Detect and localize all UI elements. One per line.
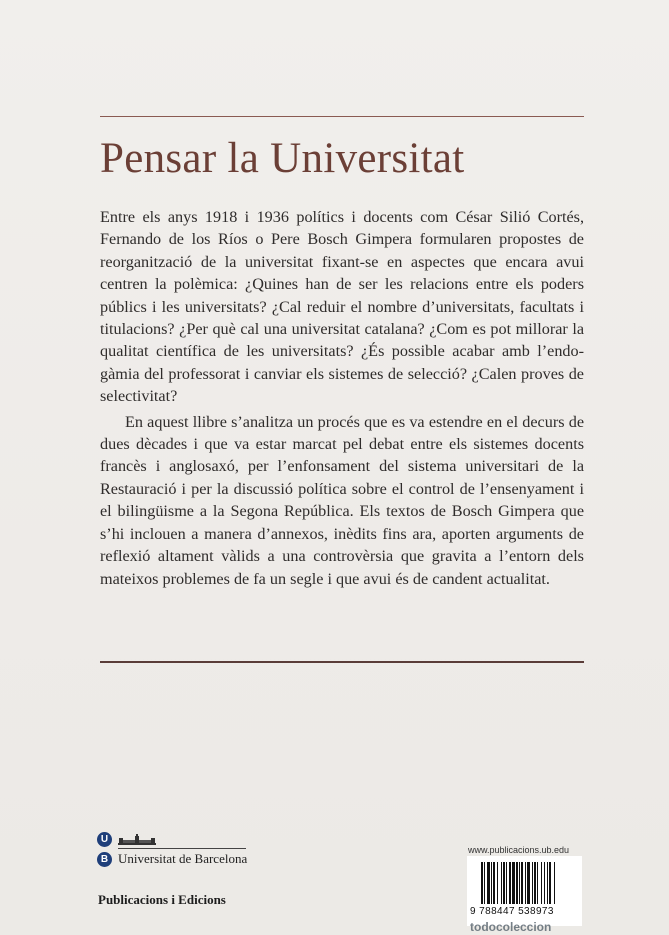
publisher-name: Publicacions i Edicions (98, 892, 226, 907)
blurb (100, 206, 584, 590)
building-icon (118, 834, 156, 846)
barcode-area (467, 856, 582, 926)
top-divider (100, 116, 584, 117)
blurb-paragraph-1: Entre els anys 1918 i 1936 polítics i docents com César Silió Cortés, Fernando de los Ríos o Pere Bosch Gimpera formularen propostes de reorganització de la universitat fixant-se en aspectes que encara avui centren la polèmica: ¿Quines han de ser les relacions entre els poders públics i les universitats? ¿Cal reduir el nombre d’universitats, facultats i titulacions? ¿Per què cal una universitat catalana? ¿Com es pot millorar la qualitat científica de les universitats? ¿És possible acabar amb l’endogàmia del professorat i canviar els sistemes de selecció? ¿Calen proves de selectivitat? (100, 208, 584, 406)
logo-letter-b: B (97, 852, 112, 867)
logo-letter-u: U (97, 832, 112, 847)
book-title: Pensar la Universitat (100, 135, 465, 182)
watermark: todocoleccion (470, 920, 552, 934)
publisher-url: www.publicacions.ub.edu (468, 845, 570, 855)
university-logo (97, 832, 277, 892)
isbn-number: 9 788447 538973 (470, 906, 554, 917)
university-name: Universitat de Barcelona (118, 851, 248, 866)
blurb-paragraph-2: En aquest llibre s’analitza un procés que es va estendre en el decurs de dues dècades i que va estar marcat pel debat entre els sistemes docents francès i anglosaxó, per l’enfonsament del sistema universitari de la Restauració i per la discussió política sobre el control de l’ensenyament i el bilingüisme a la Segona República. Els textos de Bosch Gimpera que s’hi inclouen a manera d’annexos, inèdits fins ara, aporten arguments de reflexió altament vàlids a una controvèrsia que gravita a l’entorn dels mateixos problemes de fa un segle i que avui és de candent actualitat. (100, 412, 584, 588)
bottom-divider (100, 661, 584, 663)
logo-divider (118, 848, 246, 849)
barcode (481, 862, 577, 908)
